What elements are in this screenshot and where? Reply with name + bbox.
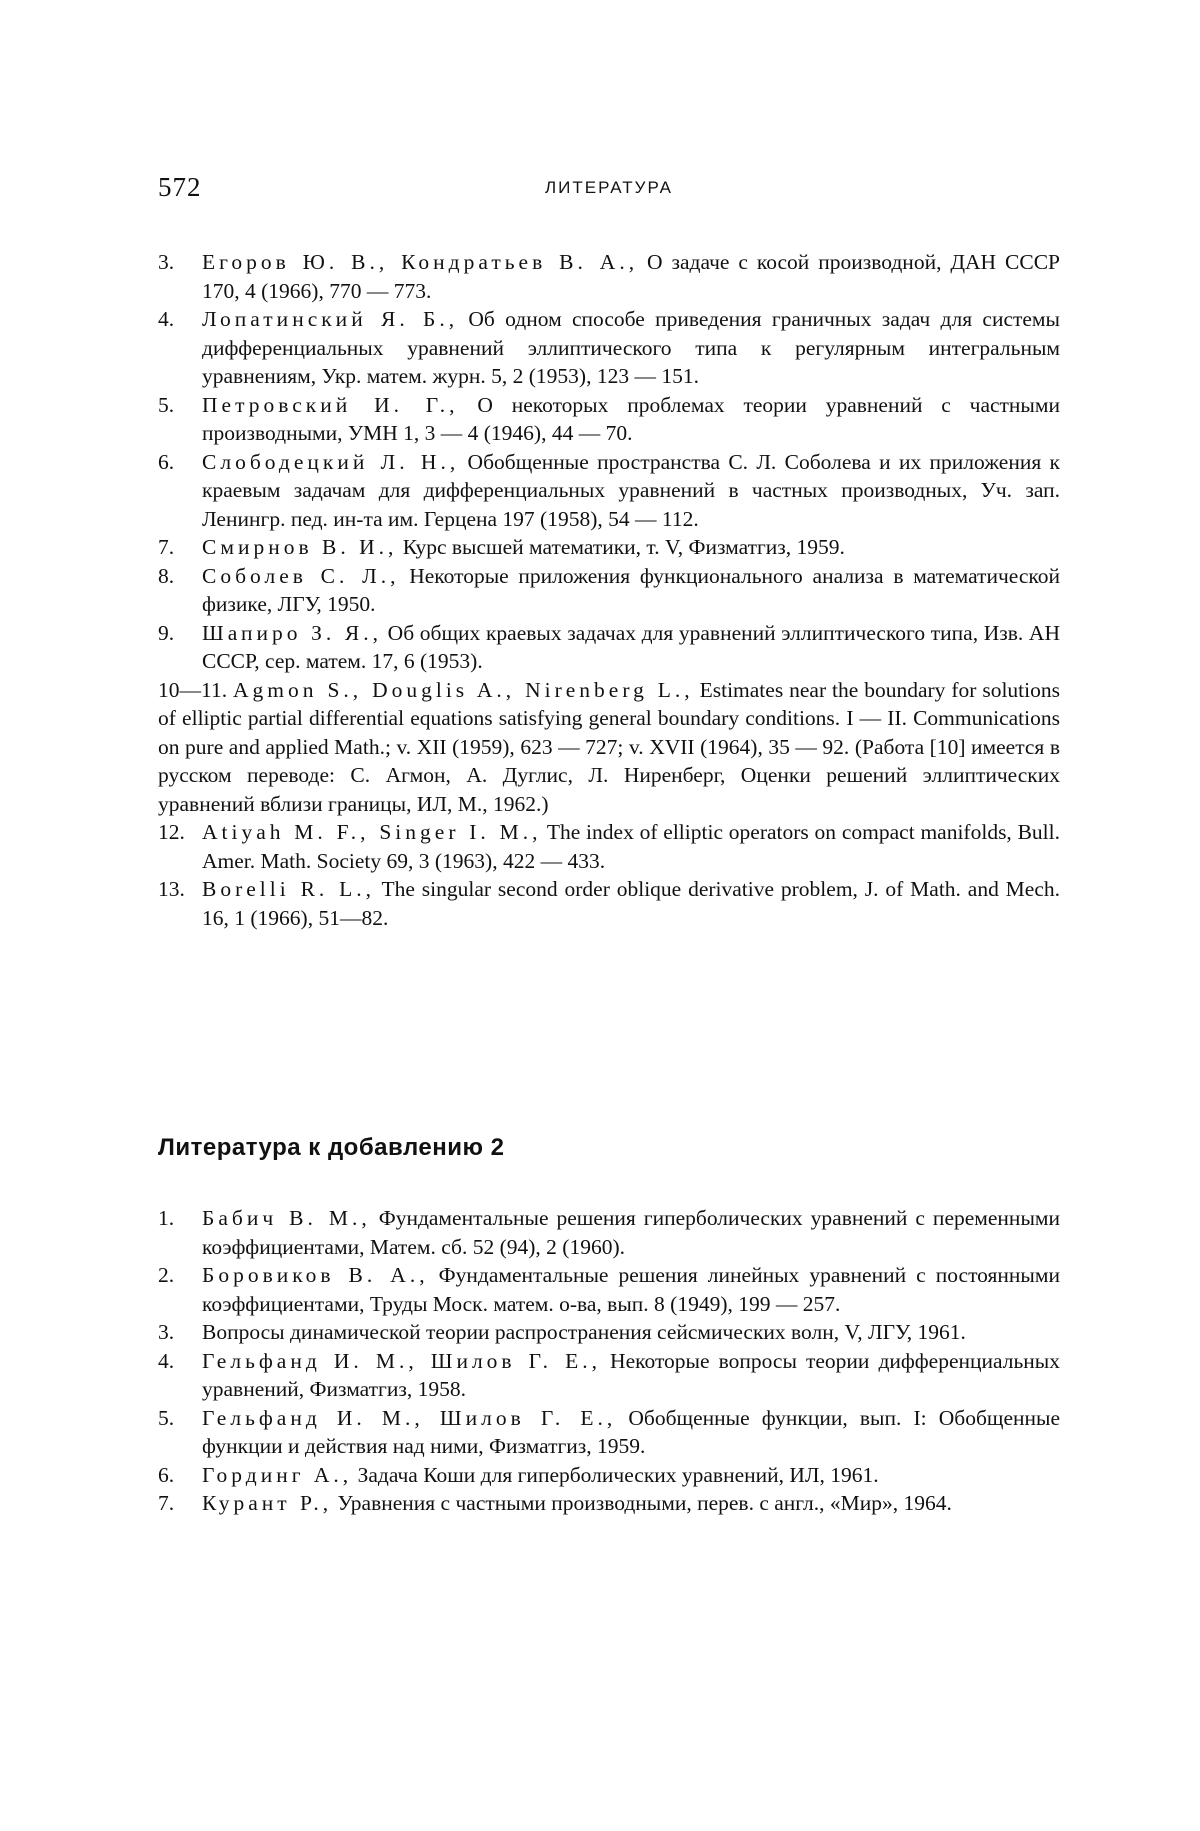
reference-number: 4. <box>158 1348 175 1373</box>
reference-text: Некоторые приложения функционального анализа в математической физике, ЛГУ, 1950. <box>202 563 1060 616</box>
reference-item <box>158 1204 1060 1261</box>
reference-item <box>158 1261 1060 1318</box>
reference-number: 13. <box>158 877 185 901</box>
reference-number: 3. <box>158 1320 175 1344</box>
reference-item <box>158 562 1060 619</box>
reference-item <box>158 1347 1060 1404</box>
appendix-reference-list <box>158 1204 1060 1518</box>
reference-authors: Боровиков В. А., <box>202 1263 429 1287</box>
reference-item <box>158 391 1060 448</box>
reference-text: The index of elliptic operators on compact manifolds, Bull. Amer. Math. Society 69, 3 (1963), 422 — 433. <box>202 820 1061 873</box>
reference-item <box>158 1404 1060 1461</box>
reference-authors: Лопатинский Я. Б., <box>202 307 459 331</box>
reference-authors: Егоров Ю. В., Кондратьев В. А., <box>202 250 639 274</box>
reference-text: Фундаментальные решения линейных уравнений с постоянными коэффициентами, Труды Моск. матем. о-ва, вып. 8 (1949), 199 — 257. <box>202 1263 1060 1316</box>
reference-number: 9. <box>158 620 175 645</box>
reference-number: 6. <box>158 1462 175 1487</box>
reference-item <box>158 818 1060 875</box>
reference-number: 3. <box>158 250 175 274</box>
reference-number: 4. <box>158 307 175 331</box>
reference-authors: Гельфанд И. М., Шилов Г. Е., <box>202 1405 617 1430</box>
reference-item <box>158 875 1060 932</box>
reference-item <box>158 1318 1060 1347</box>
reference-text: Фундаментальные решения гиперболических уравнений с переменными коэффициентами, Матем. сб. 52 (94), 2 (1960). <box>202 1206 1060 1259</box>
reference-authors: Гельфанд И. М., Шилов Г. Е., <box>202 1348 601 1373</box>
reference-number: 5. <box>158 392 175 417</box>
reference-text: О задаче с косой производной, ДАН СССР 170, 4 (1966), 770 — 773. <box>202 250 1060 303</box>
reference-item <box>158 305 1060 391</box>
reference-number: 6. <box>158 449 175 474</box>
reference-authors: Смирнов В. И., <box>202 535 398 559</box>
reference-text: Вопросы динамической теории распространения сейсмических волн, V, ЛГУ, 1961. <box>202 1320 966 1344</box>
reference-item <box>158 533 1060 562</box>
page-number: 572 <box>158 172 202 202</box>
reference-authors: Agmon S., Douglis A., Nirenberg L., <box>233 677 694 702</box>
reference-number: 12. <box>158 820 185 844</box>
reference-item <box>158 1461 1060 1490</box>
reference-authors: Borelli R. L., <box>202 877 376 901</box>
reference-list <box>158 248 1060 932</box>
reference-number: 2. <box>158 1263 175 1287</box>
reference-authors: Курант Р., <box>202 1491 333 1515</box>
reference-text: Некоторые вопросы теории дифференциальных уравнений, Физматгиз, 1958. <box>202 1348 1060 1401</box>
reference-authors: Соболев С. Л., <box>202 563 400 588</box>
reference-item <box>158 248 1060 305</box>
reference-text: Уравнения с частными производными, перев. с англ., «Мир», 1964. <box>332 1491 952 1515</box>
reference-text: Курс высшей математики, т. V, Физматгиз, 1959. <box>397 535 845 559</box>
reference-number: 8. <box>158 563 175 588</box>
reference-authors: Atiyah M. F., Singer I. M., <box>202 820 542 844</box>
reference-text: The singular second order oblique derivative problem, J. of Math. and Mech. 16, 1 (1966), 51—82. <box>202 877 1061 930</box>
reference-authors: Петровский И. Г., <box>202 392 459 417</box>
reference-number: 10—11. <box>158 677 228 702</box>
reference-authors: Гординг А., <box>202 1462 353 1487</box>
reference-number: 7. <box>158 1491 175 1515</box>
reference-authors: Слободецкий Л. Н., <box>202 449 460 474</box>
reference-number: 7. <box>158 535 175 559</box>
reference-text: Обобщенные функции, вып. I: Обобщенные функции и действия над ними, Физматгиз, 1959. <box>202 1405 1060 1458</box>
page-header <box>158 172 1060 212</box>
reference-text: Задача Коши для гиперболических уравнений, ИЛ, 1961. <box>352 1462 879 1487</box>
reference-number: 1. <box>158 1206 175 1230</box>
reference-authors: Шапиро З. Я., <box>202 620 383 645</box>
reference-authors: Бабич В. М., <box>202 1206 371 1230</box>
reference-item <box>158 1489 1060 1518</box>
reference-text: Обобщенные пространства С. Л. Соболева и их приложения к краевым задачам для дифференциальных уравнений в частных производных, Уч. зап. Ленингр. пед. ин-та им. Герцена 197 (1958), 54 — 112. <box>202 449 1061 531</box>
reference-item <box>158 619 1060 676</box>
reference-number: 5. <box>158 1405 175 1430</box>
reference-text: О некоторых проблемах теории уравнений с частными производными, УМН 1, 3 — 4 (1946), 44 — 70. <box>202 392 1060 445</box>
reference-text: Estimates near the boundary for solutions of elliptic partial differential equations satisfying general boundary conditions. I — II. Communications on pure and applied Math.; v. XII (1959), 623 — 727; v. XVII (1964), 35 — 92. (Работа [10] имеется в русском переводе: С. Агмон, А. Дуглис, Л. Ниренберг, Оценки решений эллиптических уравнений вблизи границы, ИЛ, М., 1962.) <box>158 677 1060 816</box>
appendix-heading: Литература к добавлению 2 <box>158 1134 505 1161</box>
reference-item <box>158 676 1060 819</box>
running-title: ЛИТЕРАТУРА <box>544 178 674 197</box>
reference-text: Об общих краевых задачах для уравнений эллиптического типа, Изв. АН СССР, сер. матем. 17, 6 (1953). <box>202 620 1060 673</box>
reference-text: Об одном способе приведения граничных задач для системы дифференциальных уравнений эллиптического типа к регулярным интегральным уравнениям, Укр. матем. журн. 5, 2 (1953), 123 — 151. <box>202 307 1060 388</box>
reference-item <box>158 448 1060 534</box>
